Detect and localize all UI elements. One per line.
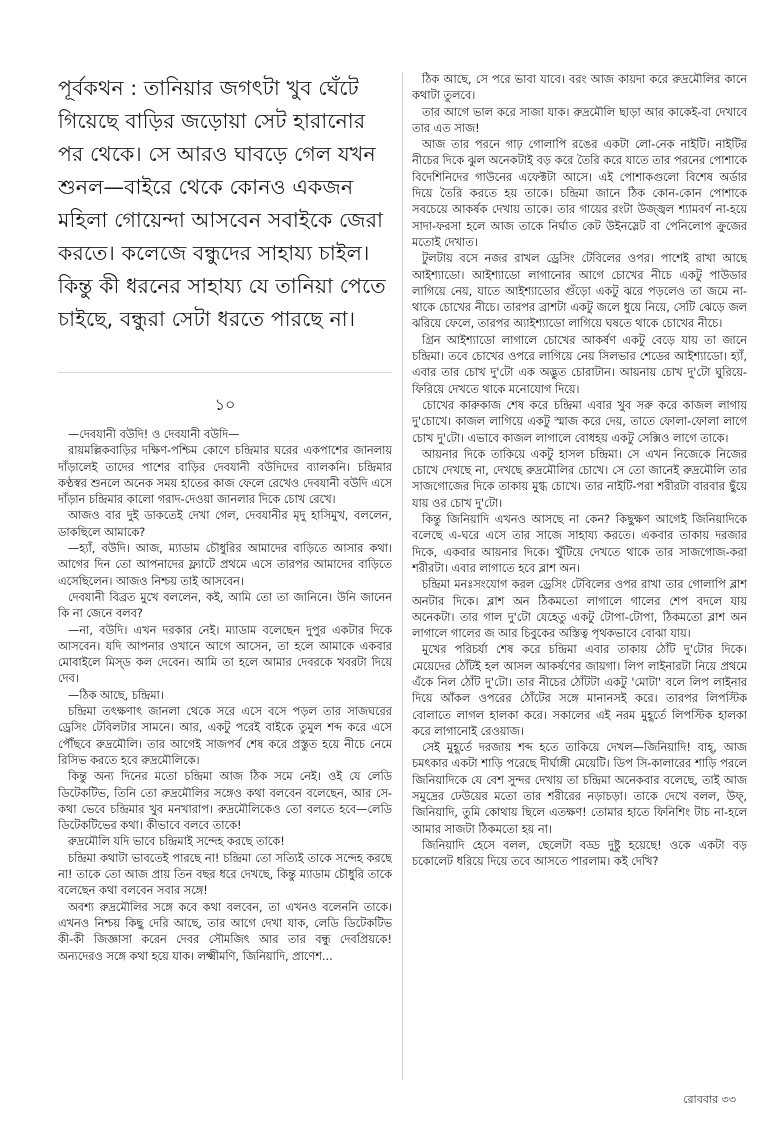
left-column: [58, 72, 392, 1087]
paragraph: ঠিক আছে, সে পরে ভাবা যাবে। বরং আজ কায়দা করে রুদ্রমৌলির কানে কথাটা তুলবে।: [412, 73, 747, 103]
paragraph: রুদ্রমৌলি যদি ভাবে চন্দ্রিমাই সন্দেহ করছে তাকে!: [68, 835, 285, 849]
paragraph: মুখের পরিচর্যা শেষ করে চন্দ্রিমা এবার তাকায় ঠোঁট দু'টোর দিকে। মেয়েদের ঠোঁটই হল আসল আকর্ষণের জায়গা। লিপ লাইনারটা নিয়ে প্রথমে এঁকে নিল ঠোঁট দু'টো। তার নীচের ঠোঁটটা একটু 'মোটা' বলে লিপ লাইনার দিয়ে আঁকল ওপরের ঠোঁটের সঙ্গে মানানসই করে। তারপর লিপস্টিক বোলাতে লাগল হালকা করে। সকালের এই নরম মুহূর্তে লিপস্টিক হালকা করে লাগানোই রেওয়াজ।: [412, 643, 747, 738]
paragraph: কিন্তু অন্য দিনের মতো চন্দ্রিমা আজ ঠিক সমে নেই। ওই যে লেডি ডিটেকটিভ, তিনি তো রুদ্রমৌলির সঙ্গেও কথা বলবেন বলেছেন, আর সে-কথা ভেবে চন্দ্রিমার খুব মনখারাপ। রুদ্রমৌলিকেও তো বলতে হবে—লেডি ডিটেকটিভের কথা। কীভাবে বলবে তাকে!: [58, 770, 392, 833]
paragraph: —ঠিক আছে, চন্দ্রিমা।: [68, 688, 164, 702]
paragraph: —দেবযানী বউদি! ও দেবযানী বউদি—: [68, 428, 240, 441]
left-body-text: [58, 427, 392, 1087]
paragraph: জিনিয়াদি হেসে বলল, ছেলেটা বড্ড দুষ্টু হয়েছে! ওকে একটা বড় চকোলেট ধরিয়ে দিয়ে তবে আসতে পারলাম। কই দেখি?: [412, 838, 747, 869]
paragraph: আজ তার পরনে গাঢ় গোলাপি রঙের একটা লো-নেক নাইটি। নাইটির নীচের দিকে ঝুল অনেকটাই বড় করে তৈরি করে যাতে তার পরনের পোশাকে বিদেশিনিদের গাউনের এফেক্টটা আসে। এই পোশাকগুলো বিশেষ অর্ডার দিয়ে তৈরি করতে হয় তাকে। চন্দ্রিমা জানে ঠিক কোন-কোন পোশাকে সবচেয়ে আকর্ষক দেখায় তাকে। তার গায়ের রংটা উজ্জ্বল শ্যামবর্ণ না-হয়ে সাদা-ফরসা হলে আজ তাকে নির্ঘাত কেট উইনস্লেট বা পেনিলোপ ক্রুজের মতোই দেখাত।: [412, 138, 747, 249]
paragraph: অবশ্য রুদ্রমৌলির সঙ্গে কবে কথা বলবেন, তা এখনও বলেননি তাকে। এখনও নিশ্চয় কিছু দেরি আছে, তার আগে দেখা যাক, লেডি ডিটেকটিভ কী-কী জিজ্ঞাসা করেন দেবর সৌমজিৎ আর তার বন্ধু দেবপ্রিয়কে! অন্যদেরও সঙ্গে কথা হয়ে যাক। লক্ষ্মীমণি, জিনিয়াদি, প্রাণেশ...: [58, 900, 392, 963]
paragraph: —হ্যাঁ, বউদি। আজ, ম্যাডাম চৌধুরির আমাদের বাড়িতে আসার কথা। আগের দিন তো আপনাদের ফ্ল্যাটে প্রথমে এসে তারপর আমাদের বাড়িতে এসেছিলেন। আজও নিশ্চয় তাই আসবেন।: [58, 542, 392, 588]
paragraph: গ্রিন আইশ্যাডো লাগালে চোখের আকর্ষণ একটু বেড়ে যায় তা জানে চন্দ্রিমা। তবে চোখের ওপরে লাগিয়ে নেয় সিলভার শেডের আইশ্যাডো। হ্যাঁ, এবার তার চোখ দু'টো এক অদ্ভুত চোরাটান। আয়নায় চোখ দু'টো ঘুরিয়ে-ফিরিয়ে দেখতে থাকে মনোযোগ দিয়ে।: [412, 333, 747, 396]
paragraph: রায়মল্লিকবাড়ির দক্ষিণ-পশ্চিম কোণে চন্দ্রিমার ঘরের একপাশের জানলায় দাঁড়ালেই তাদের পাশের বাড়ির দেবযানী বউদিদের ব্যালকনি। চন্দ্রিমার কণ্ঠস্বর শুনলে অনেক সময় হাতের কাজ ফেলে রেখেও দেবযানী বউদি এসে দাঁড়ান চন্দ্রিমার কালো গরাদ-দেওয়া জানলার দিকে চোখ রেখে।: [58, 444, 392, 507]
paragraph: আয়নার দিকে তাকিয়ে একটু হাসল চন্দ্রিমা। সে এখন নিজেকে নিজের চোখে দেখছে না, দেখছে রুদ্রমৌলির চোখে। সে তো জানেই রুদ্রমৌলি তার সাজগোজের দিকে তাকায় মুগ্ধ চোখে। তার নাইটি-পরা শরীরটা বারবার ছুঁয়ে যায় ওর চোখ দু'টো।: [412, 447, 747, 510]
paragraph: টুলটায় বসে নজর রাখল ড্রেসিং টেবিলের ওপর। পাশেই রাখা আছে আইশ্যাডো। আইশ্যাডো লাগানোর আগে চোখের নীচে একটু পাউডার লাগিয়ে নেয়, যাতে আইশ্যাডোর গুঁড়ো একটু ঝরে পড়লেও তা জমে না-থাকে চোখের নীচে। তারপর ব্রাশটা একটু জলে ধুয়ে নিয়ে, সেটি ঝেড়ে জল ঝরিয়ে ফেলে, তারপর অ্যাইশ্যাডো লাগিয়ে ঘষতে থাকে চোখের নীচে।: [412, 252, 747, 331]
paragraph: চন্দ্রিমা তৎক্ষণাৎ জানলা থেকে সরে এসে বসে পড়ল তার সাজঘরের ড্রেসিং টেবিলটার সামনে। আর, একটু পরেই বাইকে তুমুল শব্দ করে এসে পৌঁছবে রুদ্রমৌলি। তার আগেই সাজপর্ব শেষ করে প্রস্তুত হয়ে নীচে নেমে রিসিভ করতে হবে রুদ্রমৌলিকে।: [58, 705, 392, 767]
chapter-number: ১০: [214, 395, 236, 414]
paragraph: কিন্তু জিনিয়াদি এখনও আসছে না কেন? কিছুক্ষণ আগেই জিনিয়াদিকে বলেছে এ-ঘরে এসে তার সাজে সাহায্য করতে। একবার তাকায় দরজার দিকে, একবার আয়নার দিকে। খুঁটিয়ে দেখতে থাকে তার সাজগোজ-করা শরীরটা। এবার লাগাতে হবে ব্লাশ অন।: [412, 513, 747, 575]
paragraph: দেবযানী বিব্রত মুখে বললেন, কই, আমি তো তা জানিনে। উনি জানেন কি না জেনে বলব?: [58, 590, 392, 621]
paragraph: চন্দ্রিমা মনঃসংযোগ করল ড্রেসিং টেবিলের ওপর রাখা তার গোলাপি ব্লাশ অনটার দিকে। ব্লাশ অন ঠিকমতো লাগালে গালের শেপ বদলে যায় অনেকটা। তার গাল দু'টো যেহেতু একটু টোপা-টোপা, ঠিকমতো ব্লাশ অন লাগালে গালের জ আর চিবুকের অস্তিত্ব পৃথকভাবে বোঝা যায়।: [412, 578, 747, 641]
paragraph: সেই মুহূর্তে দরজায় শব্দ হতে তাকিয়ে দেখল—জিনিয়াদি! বাহ্‌, আজ চমৎকার একটা শাড়ি পরেছে দীর্ঘাঙ্গী মেয়েটি। ডিপ সি-কালারের শাড়ি পরলে জিনিয়াদিকে যে বেশ সুন্দর দেখায় তা চন্দ্রিমা অনেকবার বলেছে, তাই আজ সমুদ্রের ঢেউয়ের মতো তার শরীরের নড়াচড়া। তাকে দেখে বলল, উফ্‌, জিনিয়াদি, তুমি কোথায় ছিলে এতক্ষণ! তোমার হাতে ফিনিশিং টাচ না-হলে আমার সাজটা ঠিকমতো হয় না।: [412, 741, 747, 836]
right-column: [412, 72, 747, 1080]
synopsis-divider: [58, 372, 392, 373]
page-footer: রোববার ৩৩: [683, 1093, 736, 1106]
synopsis-text: পূর্বকথন : তানিয়ার জগৎটা খুব ঘেঁটে গিয়েছে বাড়ির জড়োয়া সেট হারানোর পর থেকে। সে আরও ঘাবড়ে গেল যখন শুনল—বাইরে থেকে কোনও একজন মহিলা গোয়েন্দা আসবেন সবাইকে জেরা করতে। কলেজে বন্ধুদের সাহায্য চাইল। কিন্তু কী ধরনের সাহায্য যে তানিয়া পেতে চাইছে, বন্ধুরা সেটা ধরতে পারছে না।: [58, 76, 386, 331]
paragraph: চোখের কারুকাজ শেষ করে চন্দ্রিমা এবার খুব সরু করে কাজল লাগায় দু'চোখে। কাজল লাগিয়ে একটু স্মাজ করে দেয়, তাতে ফোলা-ফোলা লাগে চোখ দু'টো। এভাবে কাজল লাগালে বোধহয় একটু সেক্সিও লাগে তাকে।: [412, 398, 747, 445]
paragraph: —না, বউদি। এখন দরকার নেই। ম্যাডাম বলেছেন দুপুর একটার দিকে আসবেন। যদি আপনার ওখানে আগে আসেন, তা হলে আমাকে একবার মোবাইলে মিস্‌ড কল দেবেন। আমি তা হলে আমার দেবরকে খবরটা দিয়ে দেব।: [58, 623, 392, 686]
right-body-text: [412, 72, 747, 1080]
paragraph: আজও বার দুই ডাকতেই দেখা গেল, দেবযানীর মৃদু হাসিমুখ, বললেন, ডাকছিলে আমাকে?: [58, 509, 392, 539]
paragraph: চন্দ্রিমা কথাটা ভাবতেই পারছে না! চন্দ্রিমা তো সত্যিই তাকে সন্দেহ করছে না! তাকে তো আজ প্রায় তিন বছর ধরে দেখছে, কিন্তু ম্যাডাম চৌধুরি তাকে বলেছেন কথা বলবেন সবার সঙ্গে!: [58, 851, 392, 898]
paragraph: তার আগে ভাল করে সাজা যাক। রুদ্রমৌলি ছাড়া আর কাকেই-বা দেখাবে তার এত সাজ!: [412, 105, 747, 135]
column-divider: [402, 72, 403, 1080]
